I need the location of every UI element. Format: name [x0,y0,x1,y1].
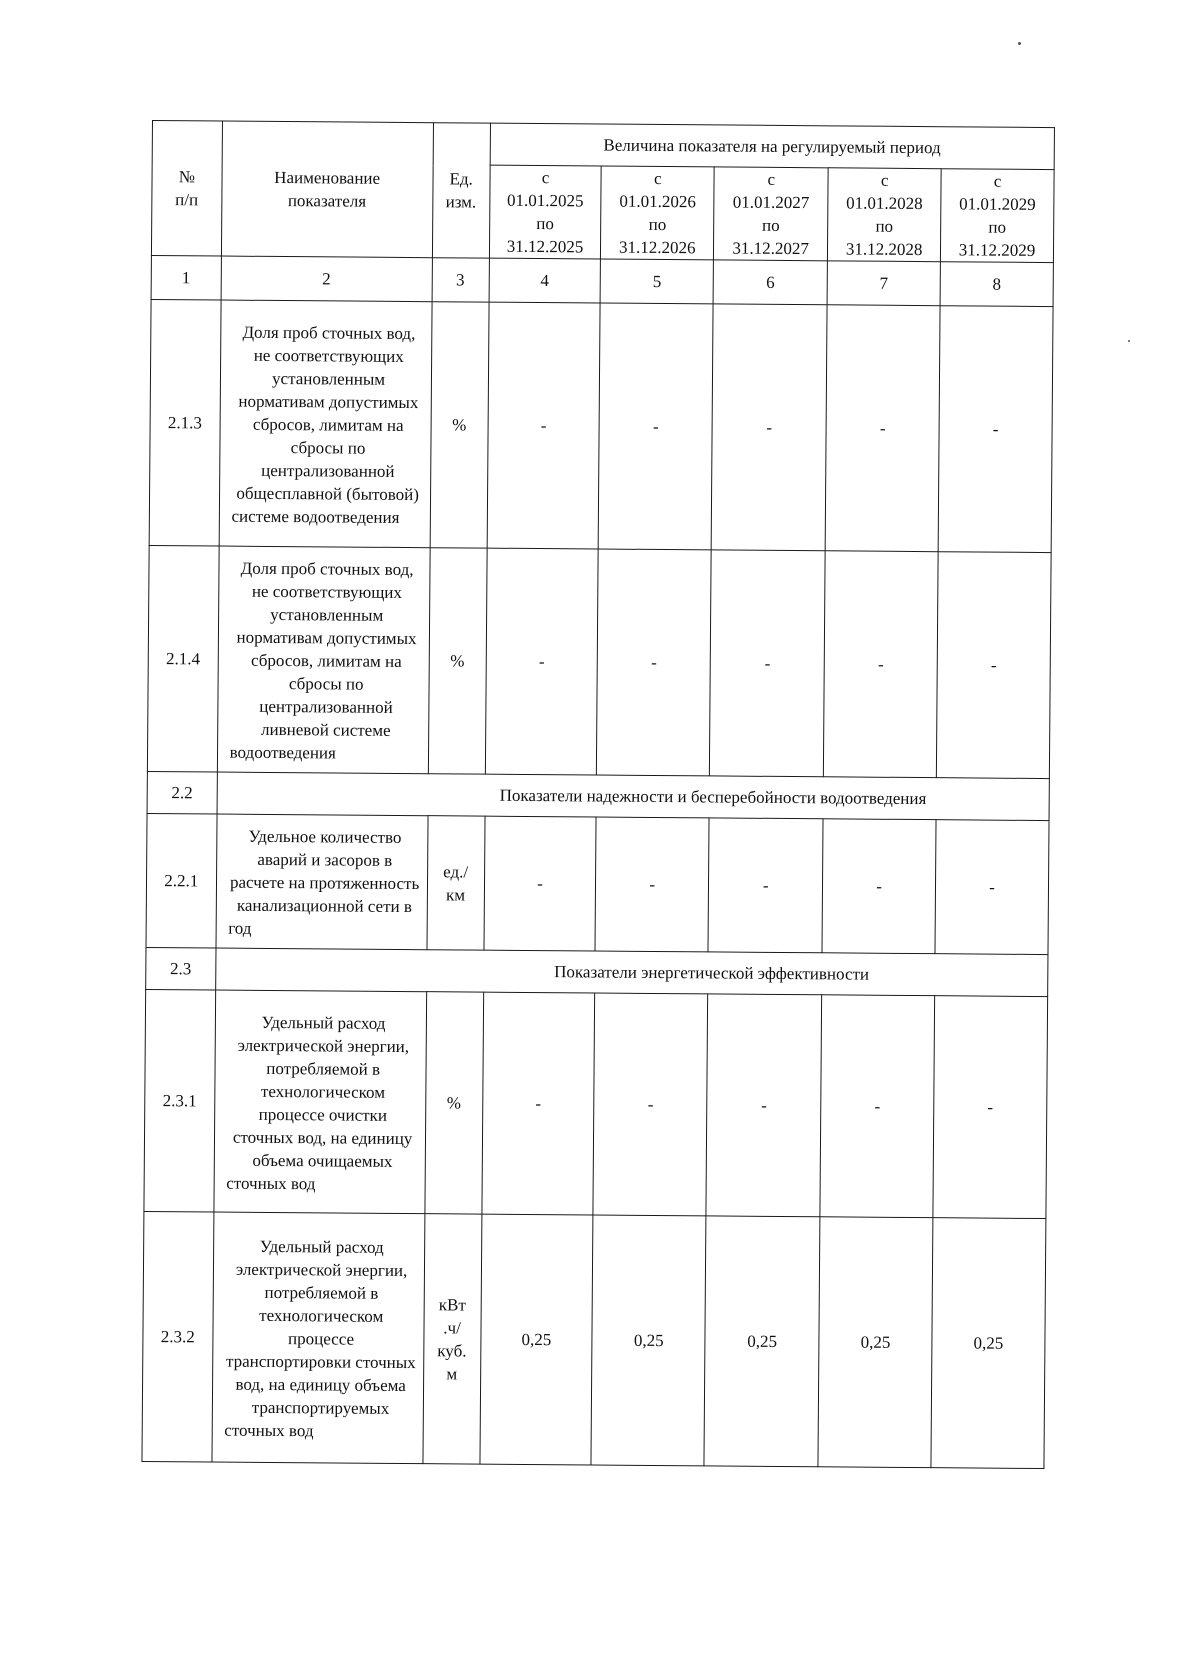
column-number: 8 [940,262,1053,307]
value-2029: 0,25 [931,1218,1046,1469]
row-number: 2.2.1 [146,813,217,948]
indicator-name: Доля проб сточных вод, не соответствующих установленным нормативам допустимых сбросов, лимитам на сбросы по централизованной общесплавной (бытовой) системе водоотведения [219,300,432,548]
value-2028: - [822,819,936,954]
period-from: 01.01.2026 [619,191,697,212]
period-po: по [648,214,667,235]
period-to: 31.12.2029 [958,240,1036,260]
period-s: с [767,169,776,189]
indicator-unit: % [425,992,484,1214]
indicators-table [141,120,1055,1469]
indicator-unit: % [428,548,487,774]
section-title: Показатели энергетической эффективности [215,948,1048,997]
indicator-name: Доля проб сточных вод, не соответствующих установленным нормативам допустимых сбросов, лимитам на сбросы по централизованной ливневой системе водоотведения [217,546,430,774]
value-2027: 0,25 [704,1216,820,1467]
column-number: 3 [432,258,489,302]
section-row [146,947,1048,996]
header-unit-line1: Ед. [449,169,473,189]
value-2028: 0,25 [818,1217,933,1468]
period-to: 31.12.2026 [619,237,696,258]
value-2025: 0,25 [480,1214,594,1465]
header-name-line1: Наименование [274,167,381,188]
period-from: 01.01.2029 [959,194,1036,214]
indicator-name: Удельное количество аварий и засоров в расчете на протяженность канализационной сети в год [216,814,428,950]
scan-speck [1128,340,1130,342]
period-s: с [993,171,1002,191]
value-2027: - [708,818,823,953]
indicator-unit: % [430,302,489,548]
column-number: 4 [489,258,601,303]
period-po: по [988,217,1007,237]
value-2026: - [595,817,709,952]
value-2025: - [481,992,595,1215]
scan-speck [1018,42,1021,45]
period-to: 31.12.2025 [506,236,584,257]
row-number: 2.3.2 [142,1211,214,1462]
indicator-name: Удельный расход электрической энергии, потребляемой в технологическом процессе транспортировки сточных вод, на единицу объема транспортируемых сточных вод [212,1212,425,1464]
value-2029: - [938,306,1053,553]
value-2027: - [706,994,822,1217]
indicator-name: Удельный расход электрической энергии, потребляемой в технологическом процессе очистки сточных вод, на единицу объема очищаемых сточных вод [214,990,427,1214]
column-number: 6 [713,260,827,305]
row-number: 2.1.3 [149,299,221,546]
indicator-unit [427,816,485,950]
period-from: 01.01.2027 [732,192,810,213]
column-number: 5 [600,259,713,304]
indicator-unit [423,1214,482,1464]
period-to: 31.12.2027 [732,238,810,259]
header-num-cell [151,121,222,257]
header-unit-cell [432,123,490,258]
section-title: Показатели надежности и бесперебойности водоотведения [217,772,1050,821]
header-name-line2: показателя [287,191,367,211]
header-num-line2: п/п [175,190,199,210]
period-po: по [875,216,894,236]
period-s: с [880,170,889,190]
section-number: 2.2 [147,771,217,814]
period-po: по [536,214,555,234]
period-2028 [828,168,942,262]
unit-line: м [446,1363,458,1383]
period-from: 01.01.2028 [846,193,923,214]
period-2027 [714,167,829,261]
value-2025: - [484,816,597,951]
period-2025 [489,165,602,259]
unit-line: .ч/ [443,1317,461,1337]
value-2027: - [711,304,827,551]
value-2025: - [485,548,599,775]
table-row [147,545,1051,778]
unit-line: км [445,884,466,904]
header-group-title: Величина показателя на регулируемый период [490,123,1055,169]
period-po: по [762,215,780,235]
value-2029: - [935,820,1049,955]
value-2026: 0,25 [591,1215,706,1466]
value-2028: - [824,551,939,778]
value-2029: - [933,996,1048,1219]
unit-line: куб. [437,1340,467,1361]
value-2028: - [825,305,940,552]
table-row [146,813,1049,954]
column-numbers-row [151,255,1053,306]
value-2028: - [820,995,935,1218]
section-row [147,771,1049,820]
table-row [142,1211,1046,1468]
column-number: 1 [151,255,221,300]
value-2026: - [599,303,714,550]
value-2026: - [593,993,708,1216]
period-from: 01.01.2025 [507,190,584,211]
value-2027: - [710,550,826,777]
header-unit-line2: изм. [445,192,477,212]
period-to: 31.12.2028 [845,239,923,260]
header-num-line1: № [178,167,196,187]
header-row [152,121,1054,170]
table-row [144,989,1048,1218]
value-2026: - [597,549,712,776]
section-number: 2.3 [146,947,216,990]
period-2029 [940,169,1054,263]
row-number: 2.1.4 [147,545,218,772]
period-2026 [601,166,715,260]
period-s: с [654,168,662,189]
row-number: 2.3.1 [144,989,215,1212]
table-row [149,299,1053,552]
value-2029: - [936,552,1051,779]
value-2025: - [487,302,601,549]
column-number: 2 [221,256,432,302]
unit-line: кВт [438,1294,466,1315]
header-name-cell [221,121,433,258]
unit-line: ед./ [443,861,469,882]
period-s: с [541,168,550,188]
column-number: 7 [827,261,940,306]
